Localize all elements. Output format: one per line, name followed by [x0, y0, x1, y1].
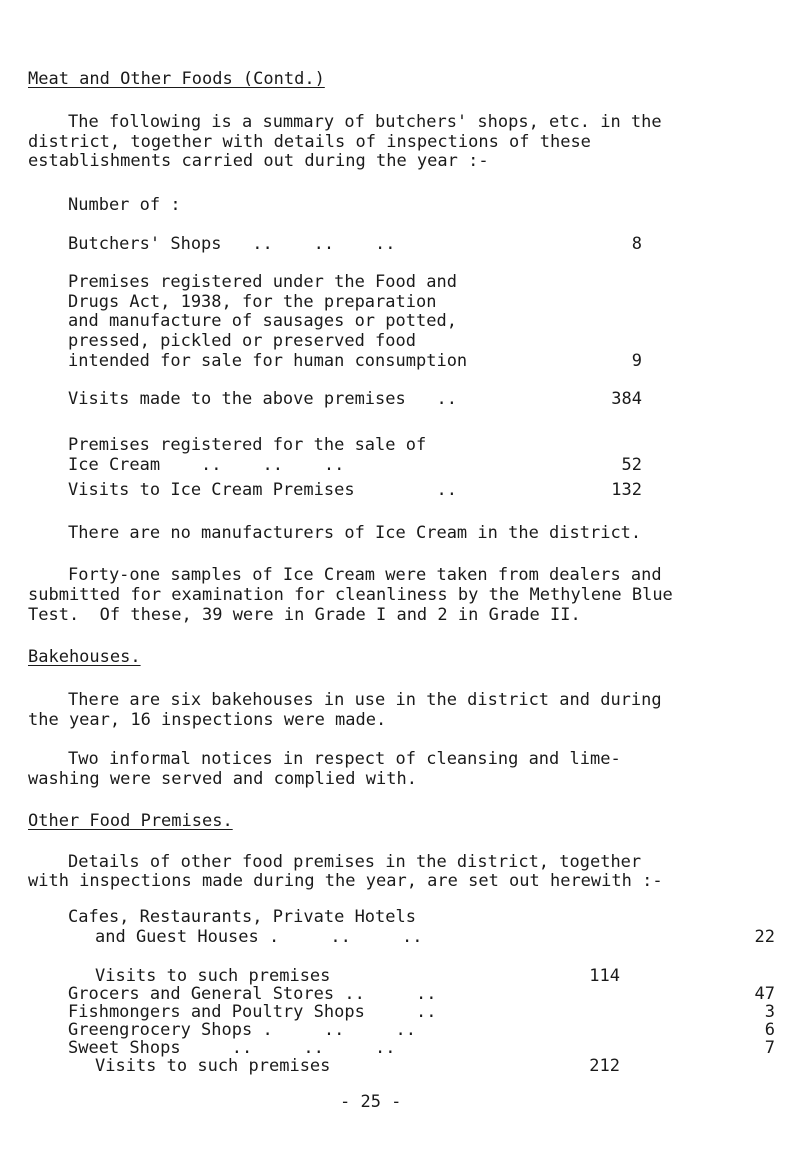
informal-notices-line-1: Two informal notices in respect of cleansing and lime- — [68, 749, 621, 769]
premises-value: 9 — [631, 351, 642, 371]
ice-cream-visits-value: 132 — [611, 480, 642, 500]
fishmongers-value: 3 — [764, 1002, 775, 1022]
grocers-label: Grocers and General Stores .. .. — [68, 984, 437, 1004]
cafes-visits-value: 114 — [589, 966, 620, 986]
cafes-line-2: and Guest Houses . .. .. — [95, 927, 423, 947]
bakehouses-line-2: the year, 16 inspections were made. — [28, 710, 387, 730]
greengrocery-label: Greengrocery Shops . .. .. — [68, 1020, 416, 1040]
page-number: - 25 - — [340, 1092, 402, 1112]
grocers-value: 47 — [754, 984, 775, 1004]
visits-premises-label: Visits made to the above premises .. — [68, 389, 457, 409]
premises-line-4: pressed, pickled or preserved food — [68, 331, 416, 351]
sweet-shops-value: 7 — [764, 1038, 775, 1058]
greengrocery-value: 6 — [764, 1020, 775, 1040]
fishmongers-label: Fishmongers and Poultry Shops .. — [68, 1002, 437, 1022]
informal-notices-line-2: washing were served and complied with. — [28, 769, 417, 789]
butchers-value: 8 — [631, 234, 642, 254]
cafes-value: 22 — [754, 927, 775, 947]
ice-cream-visits-label: Visits to Ice Cream Premises .. — [68, 480, 457, 500]
no-manufacturers-text: There are no manufacturers of Ice Cream in the district. — [68, 523, 642, 543]
butchers-label: Butchers' Shops .. .. .. — [68, 234, 396, 254]
other-visits-label: Visits to such premises — [95, 1056, 331, 1076]
cafes-visits-label: Visits to such premises — [95, 966, 331, 986]
bakehouses-line-1: There are six bakehouses in use in the district and during — [68, 690, 662, 710]
other-food-heading: Other Food Premises. — [28, 811, 233, 831]
premises-line-1: Premises registered under the Food and — [68, 272, 457, 292]
premises-line-5: intended for sale for human consumption — [68, 351, 468, 371]
samples-line-3: Test. Of these, 39 were in Grade I and 2 in Grade II. — [28, 605, 581, 625]
ice-cream-line-1: Premises registered for the sale of — [68, 435, 427, 455]
samples-line-1: Forty-one samples of Ice Cream were taken from dealers and — [68, 565, 662, 585]
intro-line-2: district, together with details of inspections of these — [28, 132, 591, 152]
other-visits-value: 212 — [589, 1056, 620, 1076]
visits-premises-value: 384 — [611, 389, 642, 409]
other-text-line-1: Details of other food premises in the district, together — [68, 852, 642, 872]
cafes-line-1: Cafes, Restaurants, Private Hotels — [68, 907, 416, 927]
ice-cream-premises-value: 52 — [621, 455, 642, 475]
intro-line-1: The following is a summary of butchers' shops, etc. in the — [68, 112, 662, 132]
bakehouses-heading: Bakehouses. — [28, 647, 141, 667]
section-heading: Meat and Other Foods (Contd.) — [28, 69, 325, 89]
intro-line-3: establishments carried out during the year :- — [28, 151, 489, 171]
number-of-label: Number of : — [68, 195, 181, 215]
premises-line-2: Drugs Act, 1938, for the preparation — [68, 292, 437, 312]
samples-line-2: submitted for examination for cleanliness by the Methylene Blue — [28, 585, 673, 605]
premises-line-3: and manufacture of sausages or potted, — [68, 311, 457, 331]
sweet-shops-label: Sweet Shops .. .. .. — [68, 1038, 396, 1058]
ice-cream-line-2: Ice Cream .. .. .. — [68, 455, 345, 475]
other-text-line-2: with inspections made during the year, are set out herewith :- — [28, 871, 663, 891]
